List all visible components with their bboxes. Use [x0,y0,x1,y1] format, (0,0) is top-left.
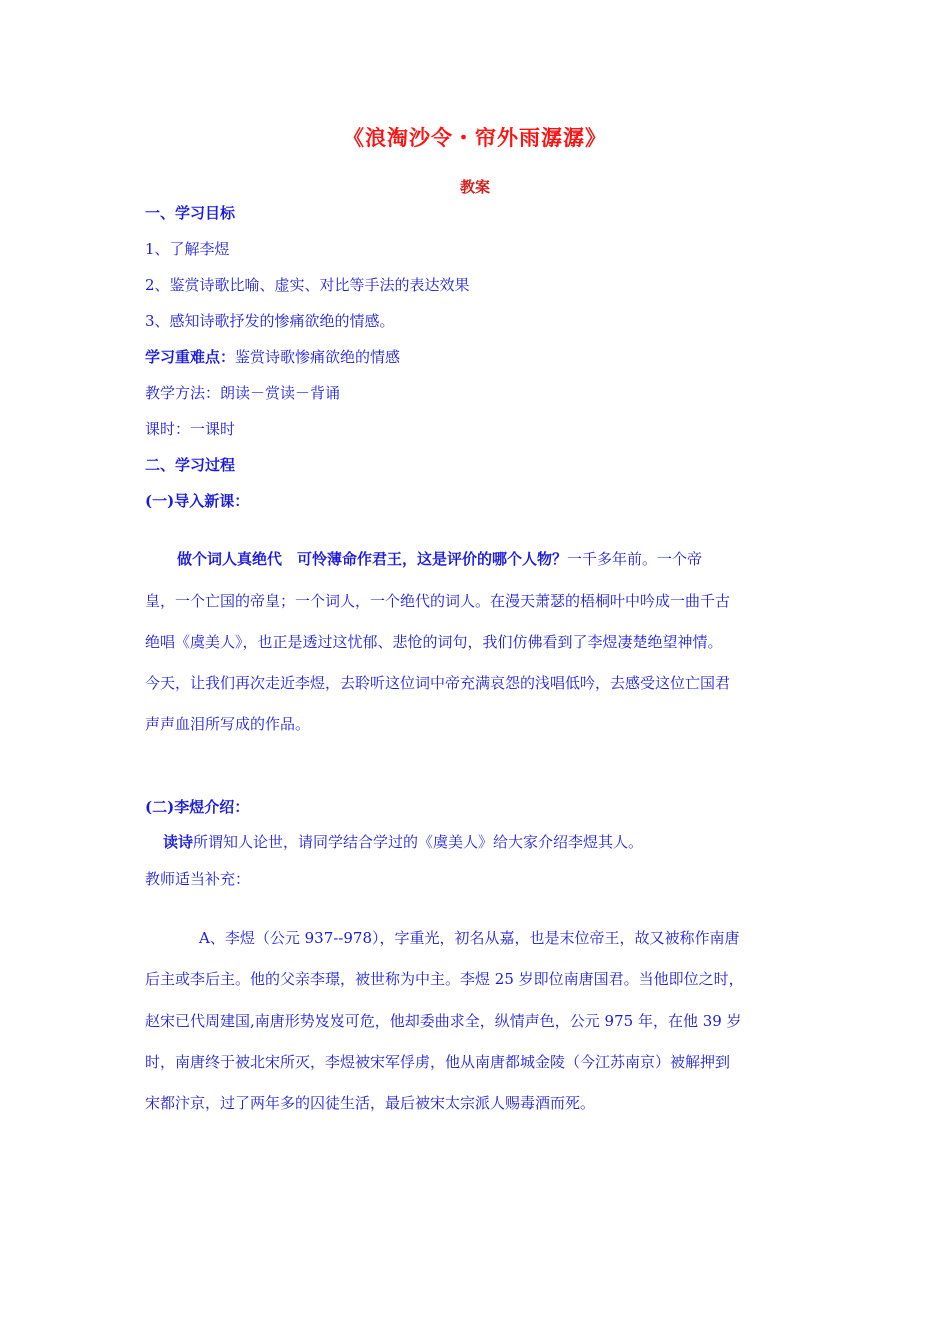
keypoint-line [145,346,400,367]
teacher-note: 教师适当补充： [145,870,251,888]
subsection-heading-bio: (二)李煜介绍： [145,798,250,816]
intro-line: 皇，一个亡国的帝皇；一个词人，一个绝代的词人。在漫天萧瑟的梧桐叶中吟成一曲千古 [145,592,731,610]
read-line [163,831,643,852]
intro-line [177,548,702,569]
goal-item: 1、了解李煜 [145,240,230,258]
method-line: 教学方法：朗读－赏读－背诵 [145,384,341,402]
intro-text: 一千多年前。一个帝 [567,550,703,568]
hours-line: 课时：一课时 [145,420,236,438]
bio-line: 时，南唐终于被北宋所灭，李煜被宋军俘虏，他从南唐都城金陵（今江苏南京）被解押到 [145,1053,731,1071]
bio-line: 赵宋已代周建国,南唐形势岌岌可危，他却委曲求全，纵情声色，公元 975 年，在他 39 岁 [145,1012,742,1030]
goal-item: 3、感知诗歌抒发的惨痛欲绝的情感。 [145,312,395,330]
bio-line: A、李煜（公元 937--978），字重光，初名从嘉，也是末位帝王，故又被称作南唐 [199,929,740,947]
read-label: 读诗 [163,833,194,851]
subsection-heading-intro: (一)导入新课： [145,492,250,510]
goal-item: 2、鉴赏诗歌比喻、虚实、对比等手法的表达效果 [145,276,470,294]
keypoint-label: 学习重难点： [145,348,236,366]
intro-line: 绝唱《虞美人》，也正是透过这忧郁、悲怆的词句，我们仿佛看到了李煜凄楚绝望神情。 [145,633,723,651]
bio-line: 宋都汴京，过了两年多的囚徒生活，最后被宋太宗派人赐毒酒而死。 [145,1094,596,1112]
section-heading-process: 二、学习过程 [145,456,236,474]
intro-question: 做个词人真绝代 可怜薄命作君王，这是评价的哪个人物？ [177,550,568,568]
document-subtitle: 教案 [459,178,490,196]
keypoint-text: 鉴赏诗歌惨痛欲绝的情感 [235,348,401,366]
bio-line: 后主或李后主。他的父亲李璟，被世称为中主。李煜 25 岁即位南唐国君。当他即位之时， [145,970,744,988]
document-title: 《浪淘沙令・帘外雨潺潺》 [343,125,607,150]
section-heading-goals: 一、学习目标 [145,204,236,222]
intro-line: 声声血泪所写成的作品。 [145,715,311,733]
read-text: 所谓知人论世，请同学结合学过的《虞美人》给大家介绍李煜其人。 [193,833,644,851]
intro-line: 今天，让我们再次走近李煜，去聆听这位词中帝充满哀怨的浅唱低吟，去感受这位亡国君 [145,674,731,692]
